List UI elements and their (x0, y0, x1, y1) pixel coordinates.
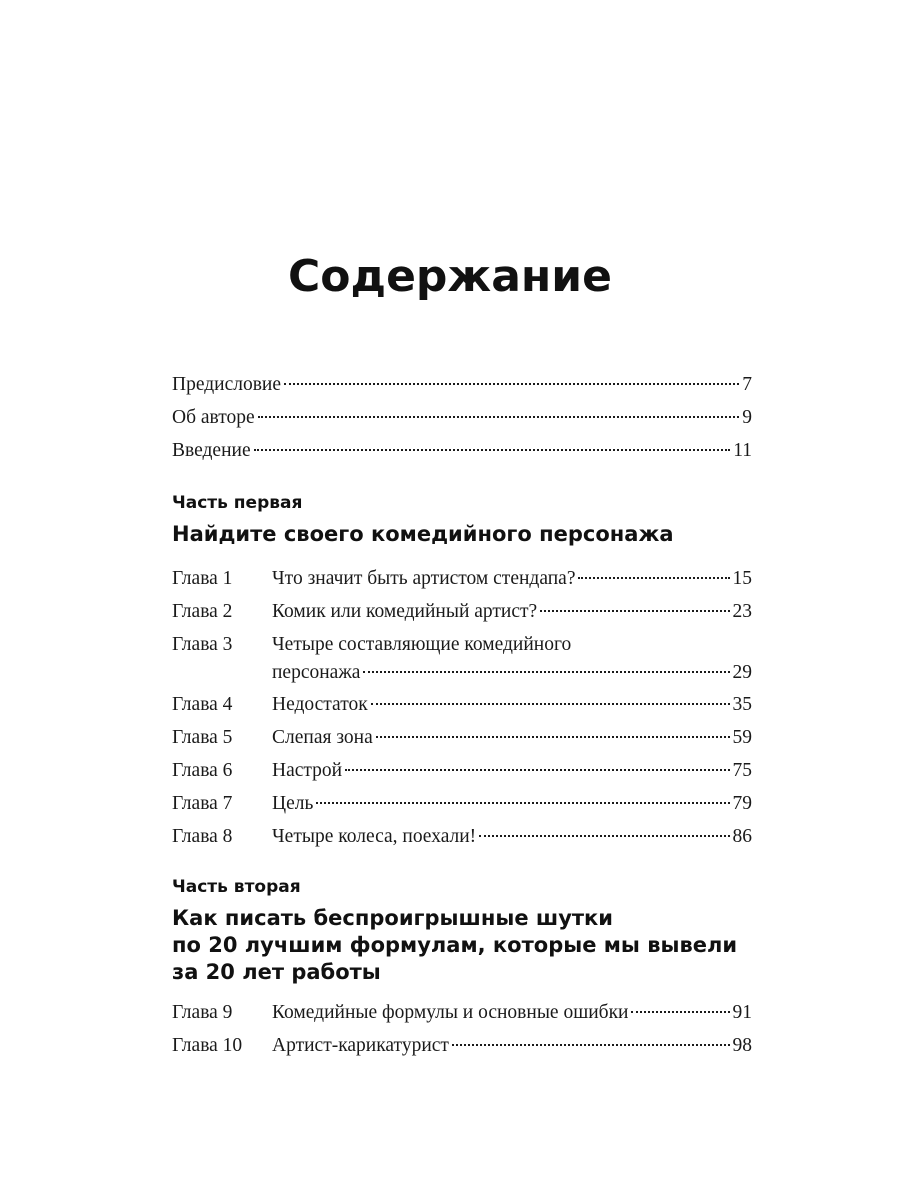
part-one-chapter-list (172, 562, 752, 853)
chapter-title-line: персонажа (272, 662, 361, 683)
toc-chapter[interactable] (172, 595, 752, 628)
toc-entry[interactable] (172, 368, 752, 401)
dot-leader (371, 702, 730, 705)
chapter-label: Глава 6 (172, 760, 233, 781)
toc-entry[interactable] (172, 434, 752, 467)
chapter-label: Глава 5 (172, 727, 233, 748)
chapter-title-line: Четыре составляющие комедийного (272, 634, 572, 655)
chapter-title: Что значит быть артистом стендапа? (272, 568, 576, 589)
dot-leader (345, 768, 729, 771)
page-number: 15 (732, 568, 752, 589)
toc-chapter[interactable] (172, 721, 752, 754)
chapter-label: Глава 7 (172, 793, 233, 814)
chapter-title: Артист-карикатурист (272, 1035, 449, 1056)
page-number: 29 (732, 662, 752, 683)
entry-title: Введение (172, 440, 251, 461)
dot-leader (578, 576, 729, 579)
toc-chapter[interactable] (172, 787, 752, 820)
chapter-label: Глава 9 (172, 1002, 233, 1023)
page-number: 79 (732, 793, 752, 814)
page-number: 86 (732, 826, 752, 847)
toc-chapter[interactable] (172, 628, 752, 656)
chapter-title: Комедийные формулы и основные ошибки (272, 1002, 629, 1023)
page-number: 23 (732, 601, 752, 622)
chapter-label: Глава 3 (172, 634, 233, 655)
page-number: 91 (732, 1002, 752, 1023)
toc-chapter[interactable] (172, 688, 752, 721)
dot-leader (631, 1010, 729, 1013)
chapter-title: Слепая зона (272, 727, 373, 748)
part-label: Часть вторая (172, 877, 301, 897)
page-title: Содержание (288, 251, 612, 303)
toc-entry[interactable] (172, 401, 752, 434)
toc-chapter[interactable] (172, 996, 752, 1029)
part-title-line: Как писать беспроигрышные шутки (172, 906, 614, 930)
page-number: 11 (733, 440, 752, 461)
dot-leader (363, 670, 729, 673)
part-title-line: за 20 лет работы (172, 960, 381, 984)
part-title (172, 905, 772, 986)
part-title-line: по 20 лучшим формулам, которые мы вывели (172, 933, 738, 957)
chapter-title: Четыре колеса, поехали! (272, 826, 477, 847)
part-label: Часть первая (172, 493, 303, 513)
chapter-label: Глава 10 (172, 1035, 243, 1056)
front-matter-list (172, 368, 752, 467)
page-number: 7 (742, 374, 752, 395)
chapter-label: Глава 2 (172, 601, 233, 622)
toc-chapter[interactable] (172, 562, 752, 595)
dot-leader (284, 382, 739, 385)
page-number: 98 (732, 1035, 752, 1056)
dot-leader (479, 834, 729, 837)
dot-leader (258, 415, 740, 418)
chapter-label: Глава 4 (172, 694, 233, 715)
entry-title: Предисловие (172, 374, 282, 395)
page-number: 35 (732, 694, 752, 715)
toc-chapter[interactable] (172, 1029, 752, 1062)
toc-chapter[interactable] (172, 754, 752, 787)
chapter-label: Глава 1 (172, 568, 233, 589)
dot-leader (316, 801, 729, 804)
chapter-title: Недостаток (272, 694, 368, 715)
dot-leader (540, 609, 729, 612)
chapter-title: Цель (272, 793, 314, 814)
entry-title: Об авторе (172, 407, 255, 428)
page-number: 75 (732, 760, 752, 781)
dot-leader (254, 448, 731, 451)
part-two-chapter-list (172, 996, 752, 1062)
part-title-line: Найдите своего комедийного персонажа (172, 522, 674, 546)
dot-leader (376, 735, 730, 738)
dot-leader (452, 1043, 730, 1046)
toc-chapter[interactable] (172, 820, 752, 853)
chapter-label: Глава 8 (172, 826, 233, 847)
chapter-title: Комик или комедийный артист? (272, 601, 538, 622)
chapter-title: Настрой (272, 760, 343, 781)
part-title (172, 521, 772, 548)
page-number: 59 (732, 727, 752, 748)
page-number: 9 (742, 407, 752, 428)
